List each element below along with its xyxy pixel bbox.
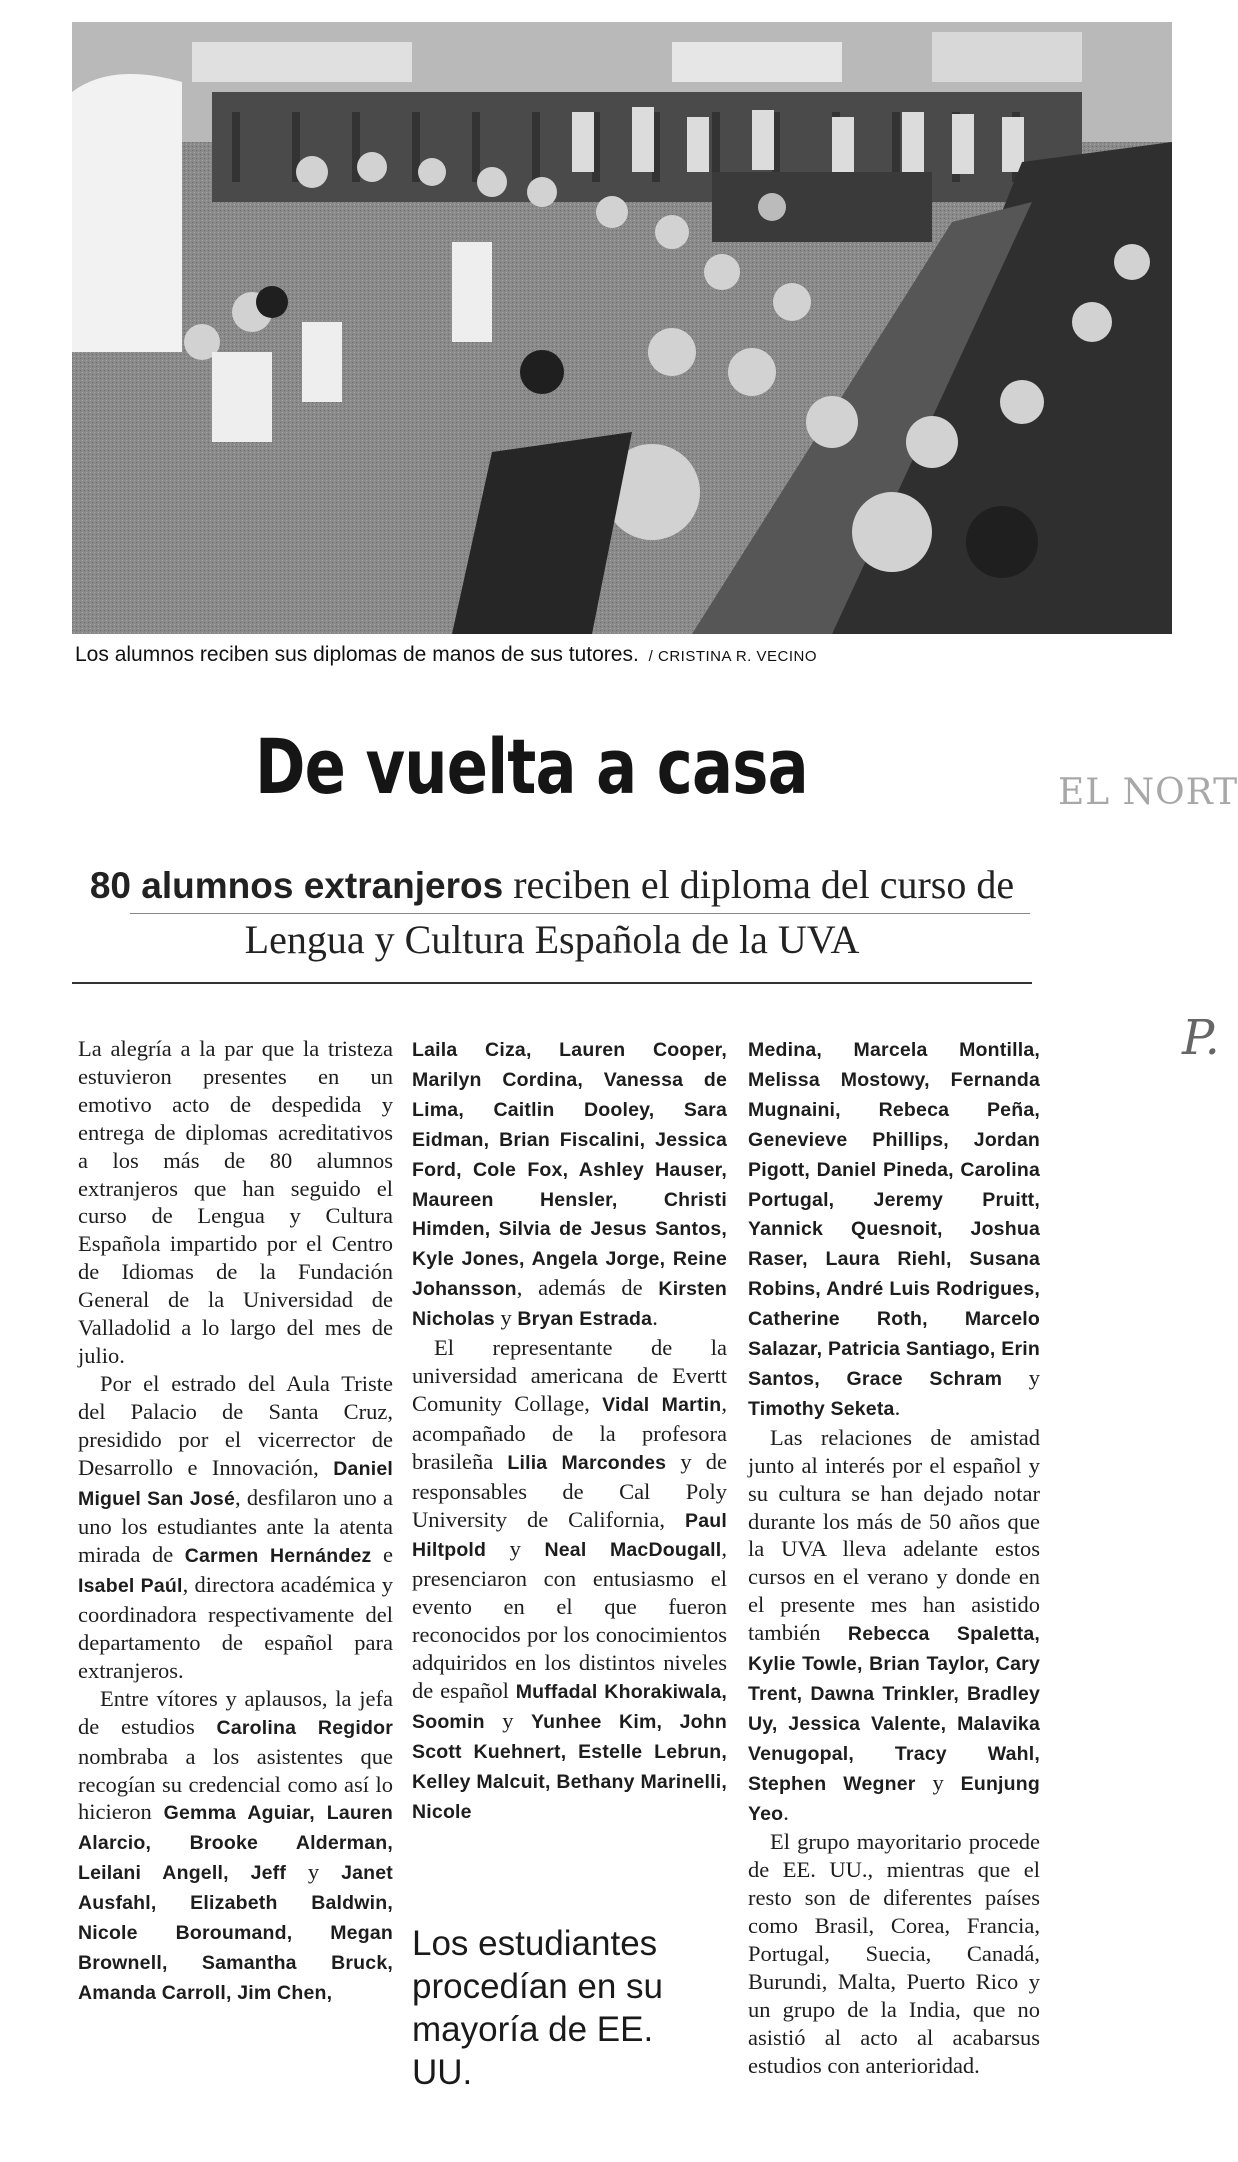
article-text: , acompañado de la profesora brasileña: [412, 1390, 727, 1474]
headline: De vuelta a casa: [255, 722, 808, 811]
person-name: Daniel Miguel San José: [78, 1457, 393, 1510]
person-name: Rebecca Spaletta, Kylie Towle, Brian Taylor, Cary Trent, Dawna Trinkler, Bradley Uy, Jessica Valente, Malavika Venugopal, Tracy Wahl, Stephen Wegner: [748, 1623, 1041, 1795]
article-text: La alegría a la par que la tristeza estuvieron presentes en un emotivo acto de despedida y entrega de diplomas acreditativos a los más de 80 alumnos extranjeros que han seguido el curso de Lengua y Cultura Española impartido por el Centro de Idiomas de la Fundación General de la Universidad de Valladolid a lo largo del mes de julio.: [78, 1036, 393, 1368]
article-text: El grupo mayoritario procede de EE. UU., mientras que el resto son de diferentes países como Brasil, Corea, Francia, Portugal, Suecia, Canadá, Burundi, Malta, Puerto Rico y un grupo de la India, que no asistió al acto al acabarsus estudios con anterioridad.: [748, 1829, 1040, 2078]
article-text: .: [894, 1394, 901, 1420]
person-name: Carmen Hernández: [184, 1545, 372, 1568]
article-text: y: [915, 1769, 961, 1795]
photo-caption-text: Los alumnos reciben sus diplomas de manos de sus tutores.: [75, 643, 639, 666]
article-text: y de responsables de Cal Poly University de California,: [412, 1448, 727, 1532]
person-name: Paul Hiltpold: [412, 1509, 727, 1562]
person-name: Carolina Regidor: [216, 1716, 393, 1739]
article-text: .: [652, 1305, 658, 1331]
article-text: Las relaciones de amistad junto al interés por el español y su cultura se han dejado notar durante los más de 50 años que la UVA lleva adelante estos cursos en el verano y donde en el presente mes han asistido también: [748, 1424, 1040, 1646]
masthead-fragment: EL NORT: [1058, 772, 1238, 813]
pull-quote: Los estudiantes procedían en su mayoría de EE. UU.: [412, 1924, 664, 2092]
article-text: nombraba a los asistentes que recogían su credencial como así lo hicieron: [78, 1743, 393, 1825]
article-text: y: [1002, 1364, 1041, 1390]
margin-mark: P.: [1182, 1010, 1220, 1066]
article-column-1: [78, 1035, 393, 2008]
article-text: y: [494, 1305, 518, 1331]
article-paragraph: [748, 1424, 1040, 1829]
article-text: , además de: [516, 1275, 659, 1301]
article-text: Entre vítores y aplausos, la jefa de estudios: [78, 1685, 393, 1739]
photo-caption: [75, 643, 1175, 667]
ceremony-photo: [72, 22, 1172, 634]
article-text: , presenciaron con entusiasmo el evento en el que fueron reconocidos por los conocimientos adquiridos en los distintos niveles de español: [412, 1536, 728, 1703]
article-paragraph: [78, 1035, 393, 1370]
ceremony-photo-illustration: [72, 22, 1172, 634]
person-name: Laila Ciza, Lauren Cooper, Marilyn Cordina, Vanessa de Lima, Caitlin Dooley, Sara Eidman, Brian Fiscalini, Jessica Ford, Cole Fox, Ashley Hauser, Maureen Hensler, Christi Himden, Silvia de Jesus Santos, Kyle Jones, Angela Jorge, Reine Johansson: [412, 1039, 727, 1301]
person-name: Janet Ausfahl, Elizabeth Baldwin, Nicole Boroumand, Megan Brownell, Samantha Bruck, Amanda Carroll, Jim Chen,: [78, 1862, 394, 2004]
article-text: Por el estrado del Aula Triste del Palacio de Santa Cruz, presidido por el vicerrector de Desarrollo e Innovación,: [78, 1370, 393, 1480]
article-text: , directora académica y coordinadora respectivamente del departamento de español para extranjeros.: [78, 1572, 393, 1683]
person-name: Eunjung Yeo: [748, 1772, 1041, 1825]
subhead-rest: reciben el diploma del curso de Lengua y Cultura Española de la UVA: [244, 862, 1015, 962]
article-paragraph: [748, 1035, 1040, 1424]
article-paragraph: [78, 1370, 393, 1685]
person-name: Kirsten Nicholas: [412, 1278, 727, 1331]
article-text: y: [484, 1707, 531, 1733]
person-name: Neal MacDougall: [544, 1539, 722, 1562]
photo-credit: / CRISTINA R. VECINO: [648, 648, 818, 665]
article-text: e: [371, 1542, 393, 1568]
article-paragraph: [412, 1035, 727, 1334]
person-name: Gemma Aguiar, Lauren Alarcio, Brooke Alderman, Leilani Angell, Jeff: [78, 1802, 393, 1885]
article-column-2: [412, 1035, 727, 1826]
subhead: [72, 858, 1032, 967]
article-text: y: [486, 1536, 545, 1562]
person-name: Isabel Paúl: [78, 1575, 183, 1598]
article-paragraph: [78, 1685, 393, 2008]
person-name: Timothy Seketa: [748, 1397, 895, 1420]
article-text: , desfilaron uno a uno los estudiantes ante la atenta mirada de: [78, 1484, 393, 1568]
person-name: Medina, Marcela Montilla, Melissa Mostowy, Fernanda Mugnaini, Rebeca Peña, Genevieve Phillips, Jordan Pigott, Daniel Pineda, Carolina Portugal, Jeremy Pruitt, Yannick Quesnoit, Joshua Raser, Laura Riehl, Susana Robins, André Luis Rodrigues, Catherine Roth, Marcelo Salazar, Patricia Santiago, Erin Santos, Grace Schram: [748, 1039, 1040, 1390]
article-text: El representante de la universidad americana de Evertt Comunity Collage,: [412, 1335, 727, 1416]
subhead-rule: [72, 982, 1032, 984]
article-text: y: [286, 1859, 342, 1885]
article-paragraph: [412, 1334, 727, 1826]
person-name: Muffadal Khorakiwala, Soomin: [412, 1680, 727, 1733]
person-name: Vidal Martin: [602, 1393, 722, 1416]
article-text: .: [783, 1799, 789, 1825]
subhead-bold: 80 alumnos extranjeros: [89, 865, 504, 906]
person-name: Bryan Estrada: [517, 1308, 653, 1331]
person-name: Lilia Marcondes: [507, 1451, 667, 1474]
article-column-3: [748, 1035, 1040, 2080]
person-name: Yunhee Kim, John Scott Kuehnert, Estelle Lebrun, Kelley Malcuit, Bethany Marinelli, Nicole: [412, 1710, 727, 1823]
article-paragraph: [748, 1828, 1040, 2079]
